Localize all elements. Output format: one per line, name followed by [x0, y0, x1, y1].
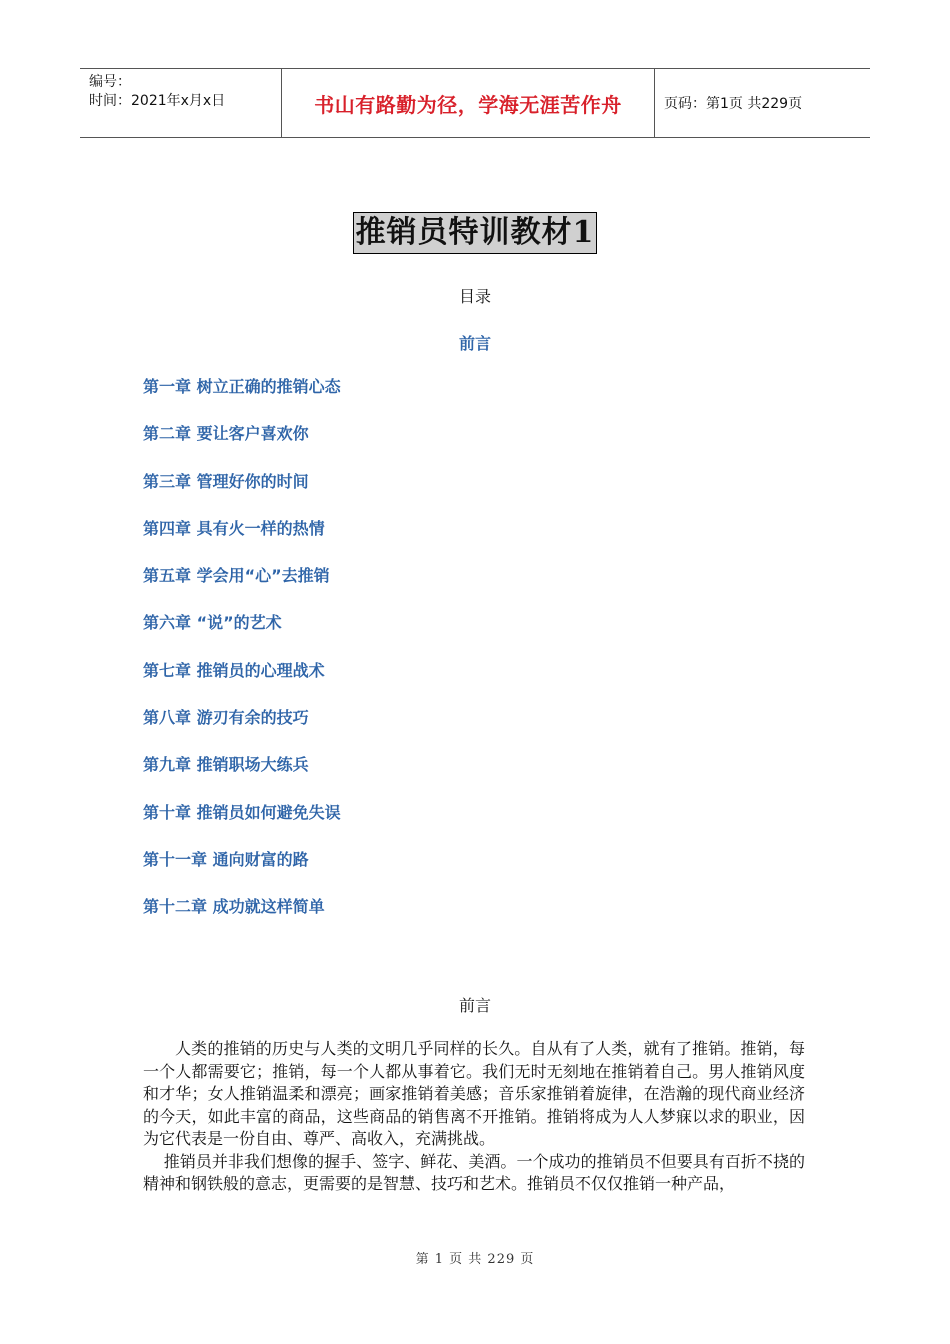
toc-link-chapter-9[interactable]: 第九章 推销职场大练兵	[143, 755, 309, 775]
document-title: 推销员特训教材1	[353, 212, 598, 254]
toc-link-chapter-10[interactable]: 第十章 推销员如何避免失误	[143, 802, 341, 822]
toc-link-chapter-3[interactable]: 第三章 管理好你的时间	[143, 471, 309, 491]
document-header	[80, 68, 870, 138]
paragraph: 人类的推销的历史与人类的文明几乎同样的长久。自从有了人类，就有了推销。推销，每一个人都需要它；推销，每一个人都从事着它。我们无时无刻地在推销着自己。男人推销风度和才华；女人推销温柔和漂亮；画家推销着美感；音乐家推销着旋律，在浩瀚的现代商业经济的今天，如此丰富的商品，这些商品的销售离不开推销。推销将成为人人梦寐以求的职业，因为它代表是一份自由、尊严、高收入，充满挑战。	[143, 1039, 805, 1148]
toc-link-chapter-4[interactable]: 第四章 具有火一样的热情	[143, 518, 325, 538]
toc-link-chapter-12[interactable]: 第十二章 成功就这样简单	[143, 897, 325, 917]
title-wrap	[0, 212, 950, 254]
header-page-info: 页码：第1页 共229页	[664, 96, 803, 112]
toc-list	[143, 378, 341, 946]
toc-link-chapter-1[interactable]: 第一章 树立正确的推销心态	[143, 377, 341, 396]
toc-link-chapter-2[interactable]: 第二章 要让客户喜欢你	[143, 424, 309, 444]
toc-link-chapter-5[interactable]: 第五章 学会用“心”去推销	[143, 566, 330, 586]
toc-link-chapter-6[interactable]: 第六章 “说”的艺术	[143, 613, 282, 633]
toc-heading: 目录	[458, 287, 491, 306]
header-motto: 书山有路勤为径，学海无涯苦作舟	[282, 69, 655, 137]
header-meta	[80, 69, 282, 137]
paragraph: 推销员并非我们想像的握手、签字、鲜花、美酒。一个成功的推销员不但要具有百折不挠的精神和钢铁般的意志，更需要的是智慧、技巧和艺术。推销员不仅仅推销一种产品，	[143, 1151, 805, 1193]
page-footer: 第 1 页 共 229 页	[415, 1252, 535, 1267]
body-text	[143, 1038, 805, 1196]
toc-link-chapter-8[interactable]: 第八章 游刃有余的技巧	[143, 708, 309, 728]
toc-link-preface[interactable]: 前言	[458, 334, 491, 353]
toc-link-chapter-11[interactable]: 第十一章 通向财富的路	[143, 849, 309, 869]
section-title: 前言	[458, 996, 491, 1015]
number-label: 编号：	[89, 74, 131, 90]
date-line: 时间：2021年x月x日	[89, 93, 226, 109]
toc-link-chapter-7[interactable]: 第七章 推销员的心理战术	[143, 660, 325, 680]
